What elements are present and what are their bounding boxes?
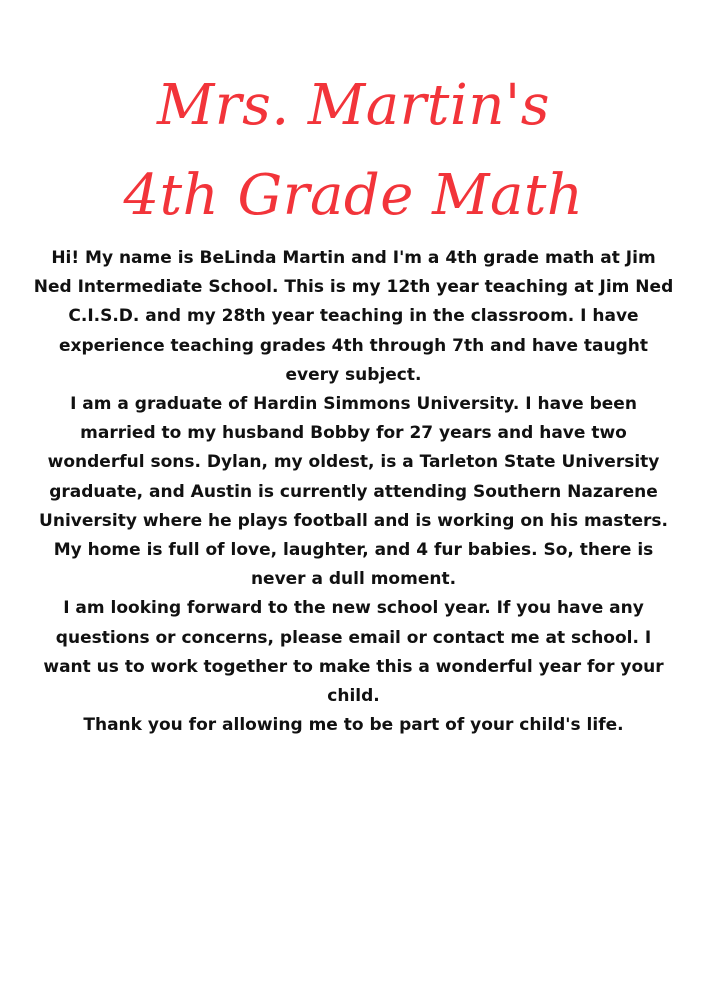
paragraph-thanks: Thank you for allowing me to be part of your child's life. <box>83 715 624 736</box>
paragraph-school-year: I am looking forward to the new school year. If you have any questions or concerns, please email or contact me at school. I want us to work together to make this a wonderful year for your child. <box>43 598 664 707</box>
title-line-2: 4th Grade Math <box>123 163 584 228</box>
paragraph-intro: Hi! My name is BeLinda Martin and I'm a 4th grade math at Jim Ned Intermediate School. This is my 12th year teaching at Jim Ned C.I.S.D. and my 28th year teaching in the classroom. I have experience teaching grades 4th through 7th and have taught every subject. <box>33 248 674 385</box>
letter-body <box>30 244 677 740</box>
paragraph-family: I am a graduate of Hardin Simmons University. I have been married to my husband Bobby for 27 years and have two wonderful sons. Dylan, my oldest, is a Tarleton State University graduate, and Austin is currently attending Southern Nazarene University where he plays football and is working on his masters. My home is full of love, laughter, and 4 fur babies. So, there is never a dull moment. <box>39 394 668 590</box>
title-line-1: Mrs. Martin's <box>156 73 551 138</box>
